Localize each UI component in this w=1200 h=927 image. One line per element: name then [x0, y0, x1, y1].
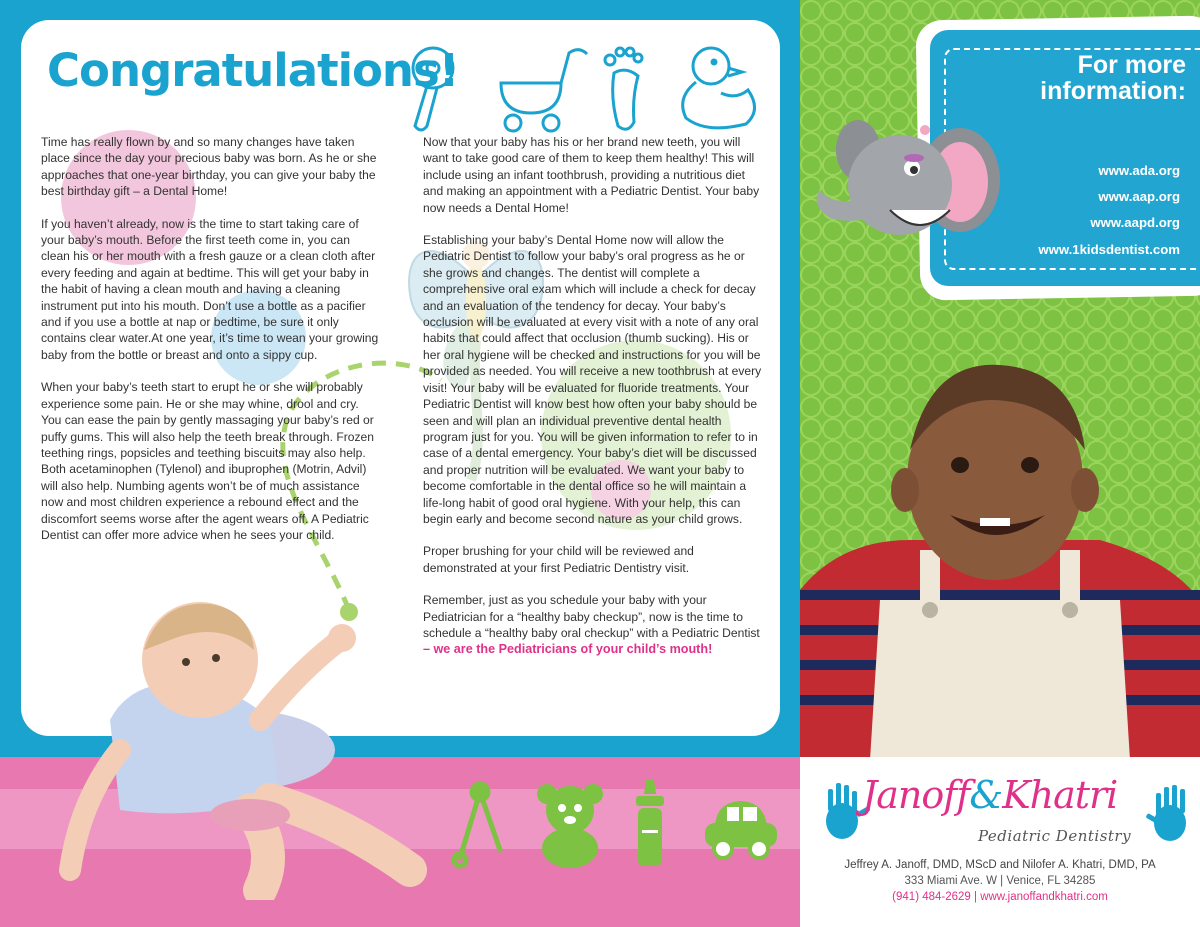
practice-contact[interactable]: (941) 484-2629 | www.janoffandkhatri.com: [892, 891, 1108, 903]
footprint-icon: [605, 48, 642, 129]
text-column-right: [423, 134, 767, 658]
paragraph: If you haven’t already, now is the time to start taking care of your baby’s mouth. Before the first teeth come in, you can clean his or her mouth with a fresh gauze or a clean cloth after every feeding and again at bedtime. This will get your baby in the habit of having a clean mouth and having a cleaning instrument put into his mouth. Don’t use a bottle as a pacifier and if you use a bottle at nap or bedtime, be sure it only contains clear water.At one year, it’s time to wean your growing baby from the bottle or breast and onto a sippy cup.: [41, 216, 379, 362]
practice-address: 333 Miami Ave. W | Venice, FL 34285: [904, 875, 1096, 887]
paragraph: When your baby’s teeth start to erupt he or she will probably experience some pain. He or she may whine, drool and cry. You can ease the pain by gently massaging your baby’s red or puffy gums. This will also help the teeth break through. Frozen teething rings, popsicles and teething biscuits may also help. Both acetaminophen (Tylenol) and ibuprophen (Motrin, Advil) will also help. Numbing agents won’t be of much assistance now and most children experience a rebound effect and the discomfort seems worse after the agent wears off. A Pediatric Dentist can offer more advice when he sees your child.: [41, 380, 374, 542]
practice-name: Janoff&Khatri: [862, 773, 1118, 817]
text-column-left: [41, 134, 381, 559]
link-aap[interactable]: www.aap.org: [1098, 189, 1180, 204]
baby-girl-photo: [40, 600, 460, 900]
brochure-right-panel: [800, 0, 1200, 757]
paragraph: Now that your baby has his or her brand new teeth, you will want to take good care of them to keep them healthy! This will include using an infant toothbrush, providing a nutritious diet and making an appointment with a Pediatric Dentist. Your baby now needs a Dental Home!: [423, 135, 760, 215]
paragraph: Proper brushing for your child will be reviewed and demonstrated at your first Pediatric Dentistry visit.: [423, 544, 694, 575]
teddy-bear-icon: [537, 784, 603, 868]
paragraph: [423, 592, 767, 658]
toy-car-icon: [705, 801, 777, 858]
safety-pin-icon: [454, 784, 500, 866]
link-ada[interactable]: www.ada.org: [1098, 163, 1180, 178]
top-icon-row: [401, 38, 771, 138]
practice-footer: [800, 757, 1200, 927]
handprint-icon: [1146, 785, 1187, 841]
baby-bottle-icon: [636, 780, 664, 866]
practice-subtitle: Pediatric Dentistry: [978, 827, 1132, 845]
doctor-names: Jeffrey A. Janoff, DMD, MScD and Nilofer A. Khatri, DMD, PA: [844, 859, 1156, 871]
bottom-icon-row: [440, 780, 780, 870]
link-aapd[interactable]: www.aapd.org: [1090, 215, 1180, 230]
link-1kidsdentist[interactable]: www.1kidsdentist.com: [1038, 242, 1180, 257]
elephant-mascot: [810, 110, 1000, 260]
info-title: For more information:: [1040, 51, 1186, 105]
paragraph: Establishing your baby’s Dental Home now will allow the Pediatric Dentist to follow your baby’s oral progress as he or she grows and changes. The dentist will complete a comprehensive oral exam which will include a check for decay and an evaluation of the tendency for decay. Your baby’s occlusion will be evaluated at every visit with a note of any oral habits that could affect that occlusion (thumb sucking). His or her oral hygiene will be checked and instructions for you will be provided as needed. You will receive a new toothbrush at every visit! Your baby will be evaluated for fluoride treatments. Your Pediatric Dentist will know best how often your baby should be seen and will plan an individual preventive dental health program just for you. You will be given information to refer to in case of a dental emergency. Your baby’s diet will be discussed and proper nutrition will be evaluated. We want your baby to become comfortable in the dental office so he will maintain a life-long habit of good oral hygiene. With your help, this can begin early and become second nature as your child grows.: [423, 233, 762, 526]
stroller-icon: [501, 50, 587, 131]
duck-icon: [683, 48, 755, 128]
paragraph-text: Remember, just as you schedule your baby with your Pediatrician for a “healthy baby checkup”, now is the time to schedule a “healthy baby oral checkup” with a Pediatric Dentist: [423, 593, 760, 640]
toddler-boy-photo: [800, 340, 1200, 757]
paragraph: Time has really flown by and so many changes have taken place since the day your precious baby was born. As he or she approaches that one-year birthday, you can give your baby the best birthday gift – a Dental Home!: [41, 135, 377, 199]
rattle-icon: [413, 48, 453, 130]
tagline: – we are the Pediatricians of your child’s mouth!: [423, 642, 713, 657]
page-title: Congratulations!: [47, 44, 459, 97]
